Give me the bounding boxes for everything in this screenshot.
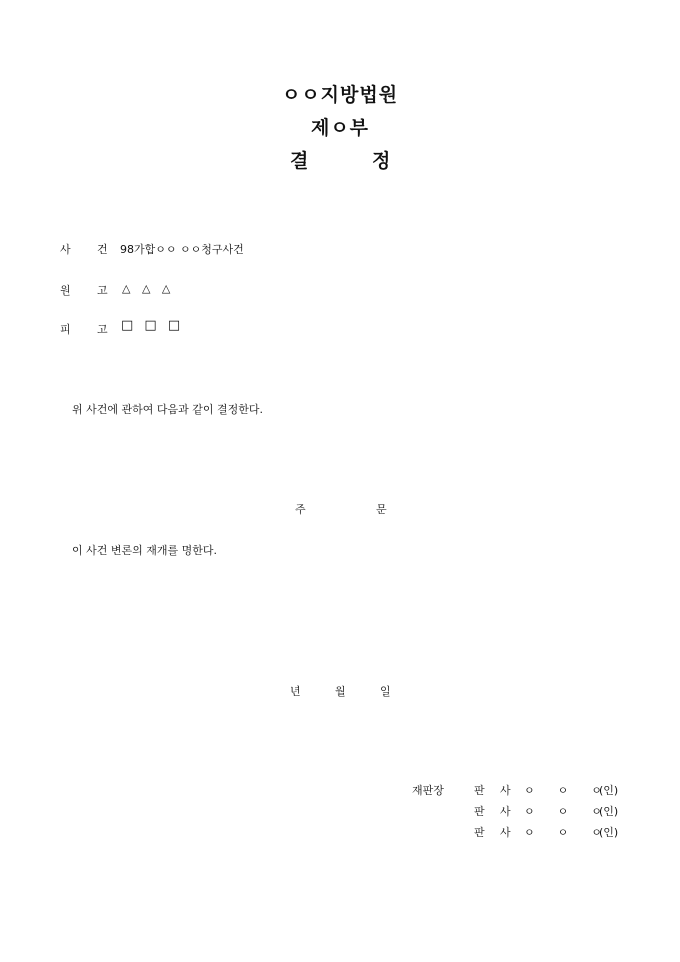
defendant-label-1: 피 <box>60 323 71 336</box>
date-month: 월 <box>335 685 346 698</box>
judge-seal: (인) <box>599 784 619 797</box>
judge-seal: (인) <box>599 826 619 839</box>
plaintiff-label-1: 원 <box>60 284 71 297</box>
judge-char-2: 사 <box>500 826 511 839</box>
plaintiff-label-2: 고 <box>97 284 108 297</box>
judge-name: ㅇ ㅇ ㅇ <box>524 784 602 797</box>
doc-type-right: 정 <box>372 150 391 172</box>
judge-name: ㅇ ㅇ ㅇ <box>524 826 602 839</box>
defendant-label-2: 고 <box>97 323 108 336</box>
division: 제ㅇ부 <box>310 117 370 139</box>
court-name: ㅇㅇ지방법원 <box>281 84 399 106</box>
defendant-value: □ □ □ <box>121 318 182 333</box>
judge-seal: (인) <box>599 805 619 818</box>
judge-char-1: 판 <box>474 805 485 818</box>
order-text: 이 사건 변론의 재개를 명한다. <box>72 544 217 557</box>
case-value: 98가합ㅇㅇ ㅇㅇ청구사건 <box>120 243 244 256</box>
case-label-1: 사 <box>60 243 71 256</box>
intro-text: 위 사건에 관하여 다음과 같이 결정한다. <box>72 403 263 416</box>
order-heading-right: 문 <box>376 503 387 516</box>
plaintiff-value: △ △ △ <box>122 282 172 295</box>
presiding-judge-title: 재판장 <box>412 784 444 797</box>
judge-char-1: 판 <box>474 784 485 797</box>
date-year: 년 <box>290 685 301 698</box>
order-heading-left: 주 <box>295 503 306 516</box>
date-day: 일 <box>380 685 391 698</box>
judge-char-2: 사 <box>500 784 511 797</box>
judge-char-2: 사 <box>500 805 511 818</box>
doc-type-left: 결 <box>290 150 309 172</box>
judge-char-1: 판 <box>474 826 485 839</box>
case-label-2: 건 <box>97 243 108 256</box>
judge-name: ㅇ ㅇ ㅇ <box>524 805 602 818</box>
